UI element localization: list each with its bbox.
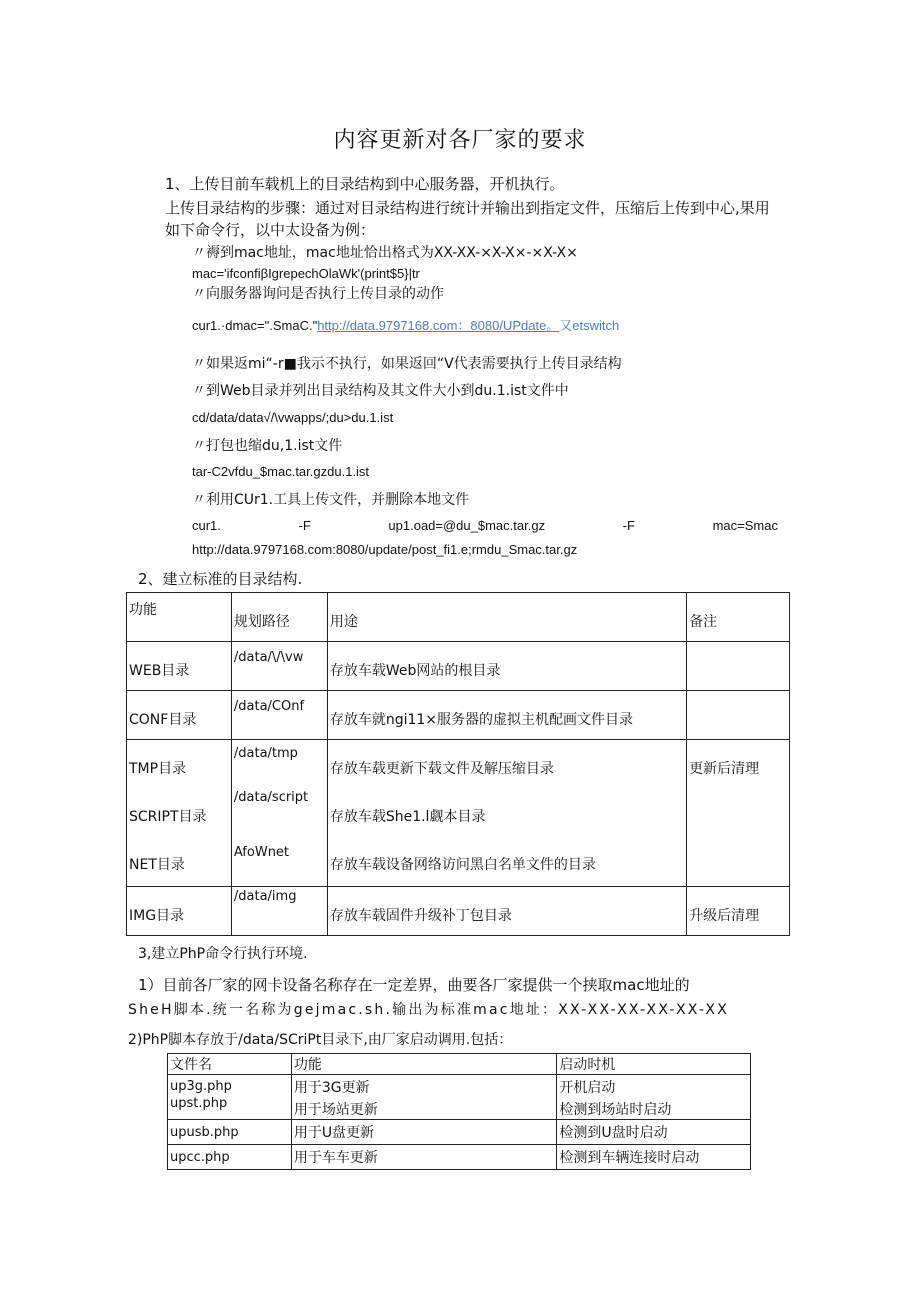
code-list-dir: cd/data/data√/\vwapps/;du>du.1.ist xyxy=(192,410,394,425)
row-func: 用于场站更新 xyxy=(293,1102,378,1118)
code-pack: tar-C2vfdu_$mac.tar.gzdu.1.ist xyxy=(192,464,370,479)
row-path: AfoWnet xyxy=(233,845,290,860)
row-path: /data/tmp xyxy=(233,746,298,761)
code-token: cur1. xyxy=(192,518,221,533)
comment-if-return: 〃如果返mi“-r■我示不执行，如果返回“V代表需要执行上传目录结构 xyxy=(192,356,622,372)
row-func: CONF目录 xyxy=(129,712,197,728)
row-note: 更新后清理 xyxy=(689,761,760,777)
comment-pack: 〃打包也缩du,1.ist文件 xyxy=(192,438,343,454)
row-when: 检测到车辆连接时启动 xyxy=(559,1150,700,1166)
code-upload-line-2: http://data.9797168.com:8080/update/post_fi1.e;rmdu_Smac.tar.gz xyxy=(192,542,578,557)
section-3-para-2: 2)PhP脚本存放于/data/SCriPt目录下,由厂家启动调用.包括： xyxy=(128,1032,513,1048)
row-path: /data/script xyxy=(233,790,309,805)
code-token: mac=Smac xyxy=(712,518,778,533)
row-when: 检测到场站时启动 xyxy=(559,1102,672,1118)
row-use: 存放车载Web网站的根目录 xyxy=(329,663,501,679)
row-when: 检测到U盘时启动 xyxy=(559,1125,668,1141)
row-file: upst.php xyxy=(170,1096,228,1111)
row-when: 开机启动 xyxy=(559,1080,616,1096)
table-row xyxy=(168,1075,751,1120)
page-title: 内容更新对各厂家的要求 xyxy=(333,128,587,153)
row-file: upcc.php xyxy=(170,1150,230,1165)
row-use: 存放车载固件升级补丁包目录 xyxy=(329,908,512,924)
code-get-mac: mac='ifconfiβIgrepechOlaWk'(print$5}|tr xyxy=(192,266,420,281)
row-func: TMP目录 xyxy=(129,761,187,777)
header-func: 功能 xyxy=(127,593,232,642)
code-upload-line-1 xyxy=(192,518,778,534)
section-1-intro-line-1: 上传目录结构的步骤：通过对目录结构进行统计并输出到指定文件，压缩后上传到中心,果用 xyxy=(165,199,770,217)
row-func: 用于车车更新 xyxy=(293,1150,378,1166)
table-row xyxy=(127,642,790,691)
table-row xyxy=(168,1145,751,1170)
row-note: 升级后清理 xyxy=(689,908,760,924)
table-row xyxy=(168,1120,751,1145)
row-func: 用于U盘更新 xyxy=(293,1125,375,1141)
section-1-heading: 1、上传目前车载机上的目录结构到中心服务器，开机执行。 xyxy=(165,175,565,193)
row-func: NET目录 xyxy=(129,857,185,873)
row-use: 存放车载She1.l觑本目录 xyxy=(329,809,486,825)
comment-list-dir: 〃到Web目录并列出目录结构及其文件大小到du.1.ist文件中 xyxy=(192,383,569,399)
comment-upload: 〃利用CUr1.工具上传文件，并删除本地文件 xyxy=(192,492,470,508)
section-3-para-1-line-2: SheH脚本.统一名称为gejmac.sh.输出为标准mac地址：XX-XX-XX-XX-XX-XX xyxy=(128,1002,730,1018)
section-1-intro-line-2: 如下命令行，以中太设备为例： xyxy=(165,221,376,239)
header-file: 文件名 xyxy=(168,1054,292,1075)
code-ask-server-tail: 又etswitch xyxy=(559,318,620,333)
row-use: 存放车就ngi11×服务器的虚拟主机配画文件目录 xyxy=(329,712,634,728)
row-path: /data/\/\vw xyxy=(233,650,304,665)
row-path: /data/COnf xyxy=(233,699,305,714)
row-file: upusb.php xyxy=(170,1125,239,1140)
row-use: 存放车载更新下载文件及解压缩目录 xyxy=(329,761,554,777)
table-row xyxy=(127,691,790,740)
code-token: -F xyxy=(622,518,635,533)
row-func: IMG目录 xyxy=(129,908,185,924)
comment-ask-server: 〃向服务器询问是否执行上传目录的动作 xyxy=(192,286,444,302)
table-row-merged xyxy=(127,740,790,887)
row-func: 用于3G更新 xyxy=(293,1080,370,1096)
row-note xyxy=(689,642,787,660)
header-func: 功能 xyxy=(291,1054,556,1075)
row-use: 存放车载设备网络访问黑白名单文件的目录 xyxy=(329,857,596,873)
header-when: 启动时机 xyxy=(557,1054,751,1075)
row-func: WEB目录 xyxy=(129,663,190,679)
header-note: 备注 xyxy=(687,593,790,642)
directory-table xyxy=(126,592,790,936)
row-file: up3g.php xyxy=(170,1079,232,1094)
update-url-link[interactable]: http://data.9797168.com：8080/UPdate。 xyxy=(317,318,560,333)
code-ask-server-prefix: cur1.·dmac=".SmaC." xyxy=(192,318,318,333)
row-note xyxy=(689,691,787,709)
header-path: 规划路径 xyxy=(231,593,327,642)
section-3-para-1-line-1: 1）目前各厂家的网卡设备名称存在一定差界，曲要各厂家提供一个挟取mac地址的 xyxy=(138,976,690,994)
table-header-row xyxy=(127,593,790,642)
php-script-table xyxy=(167,1053,751,1170)
code-token: up1.oad=@du_$mac.tar.gz xyxy=(388,518,546,533)
header-use: 用途 xyxy=(327,593,686,642)
comment-get-mac: 〃褥到mac地址，mac地址恰出格式为XX-XX-×X-X×-×X-X× xyxy=(192,245,578,261)
section-3-heading: 3,建立PhP命令行执行环境. xyxy=(138,946,308,962)
table-row xyxy=(127,887,790,936)
section-2-heading: 2、建立标准的目录结构. xyxy=(138,570,303,588)
code-ask-server xyxy=(192,318,619,334)
table-header-row xyxy=(168,1054,751,1075)
row-func: SCRIPT目录 xyxy=(129,809,207,825)
row-path: /data/img xyxy=(233,889,297,904)
code-token: -F xyxy=(298,518,311,533)
